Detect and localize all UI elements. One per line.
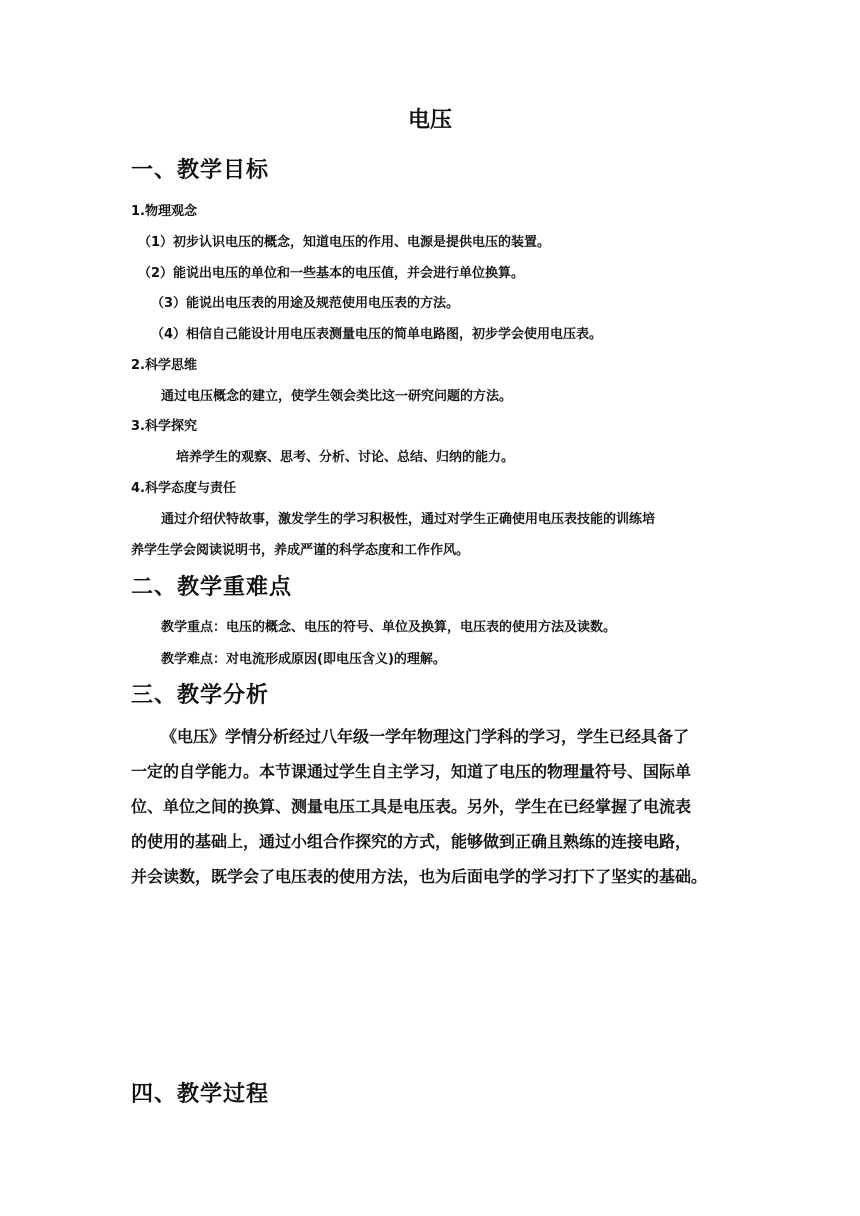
section-heading-objectives: 一、教学目标: [131, 158, 270, 183]
analysis-line: 位、单位之间的换算、测量电压工具是电压表。另外，学生在已经掌握了电流表: [131, 797, 692, 816]
objective-text-inquiry: 培养学生的观察、思考、分析、讨论、总结、归纳的能力。: [176, 450, 515, 465]
objective-item: （4）相信自己能设计用电压表测量电压的简单电路图，初步学会使用电压表。: [151, 327, 603, 342]
objective-text-attitude-line: 养学生学会阅读说明书，养成严谨的科学态度和工作作风。: [131, 543, 470, 558]
analysis-line: 一定的自学能力。本节课通过学生自主学习，知道了电压的物理量符号、国际单: [131, 762, 692, 781]
objective-text-thinking: 通过电压概念的建立，使学生领会类比这一研究问题的方法。: [161, 389, 513, 404]
objective-item: （1）初步认识电压的概念，知道电压的作用、电源是提供电压的装置。: [138, 235, 551, 250]
key-point-difficulty: 教学难点：对电流形成原因(即电压含义)的理解。: [161, 652, 446, 667]
objective-text-attitude-line: 通过介绍伏特故事，激发学生的学习积极性，通过对学生正确使用电压表技能的训练培: [161, 512, 656, 527]
key-point-focus: 教学重点：电压的概念、电压的符号、单位及换算，电压表的使用方法及读数。: [161, 620, 617, 635]
objective-label-attitude: 4.科学态度与责任: [131, 481, 236, 496]
objective-label-inquiry: 3.科学探究: [131, 419, 197, 434]
objective-label-physics: 1.物理观念: [131, 204, 197, 219]
section-heading-process: 四、教学过程: [131, 1082, 270, 1107]
objective-item: （2）能说出电压的单位和一些基本的电压值，并会进行单位换算。: [138, 266, 525, 281]
section-heading-key-points: 二、教学重难点: [131, 575, 293, 600]
objective-label-thinking: 2.科学思维: [131, 358, 197, 373]
objective-item: （3）能说出电压表的用途及规范使用电压表的方法。: [151, 296, 460, 311]
analysis-line: 的使用的基础上，通过小组合作探究的方式，能够做到正确且熟练的连接电路，: [131, 832, 692, 851]
document-title: 电压: [407, 108, 452, 133]
section-heading-analysis: 三、教学分析: [131, 683, 270, 708]
analysis-line: 《电压》学情分析经过八年级一学年物理这门学科的学习，学生已经具备了: [161, 727, 690, 746]
analysis-line: 并会读数，既学会了电压表的使用方法，也为后面电学的学习打下了坚实的基础。: [131, 867, 708, 886]
